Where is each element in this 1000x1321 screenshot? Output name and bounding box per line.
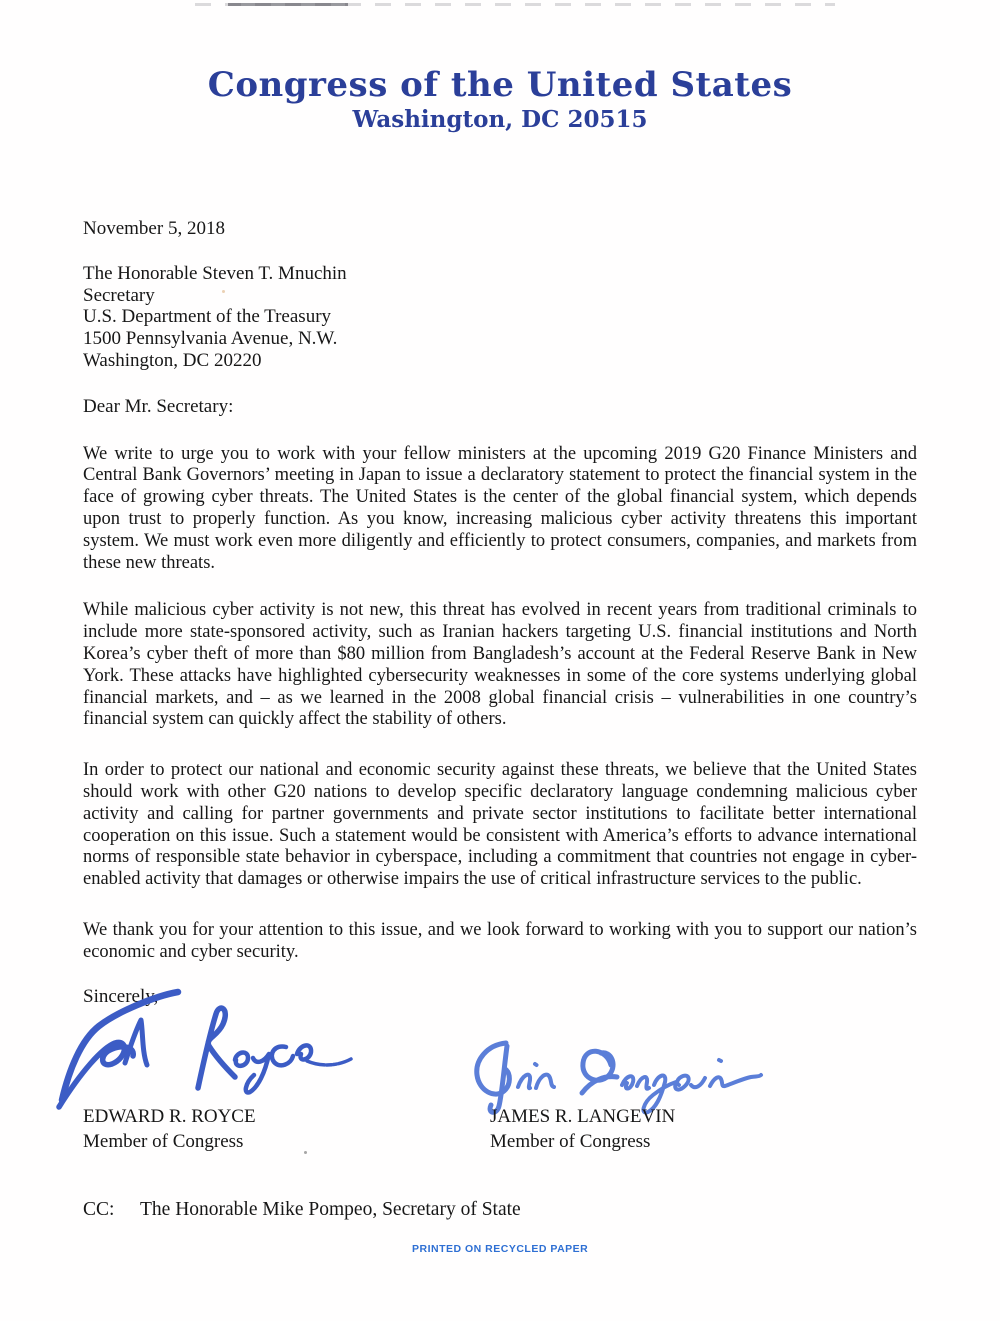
signer-langevin-name: JAMES R. LANGEVIN	[490, 1106, 676, 1128]
cc-recipient: The Honorable Mike Pompeo, Secretary of State	[140, 1199, 521, 1221]
cc-line	[83, 1199, 917, 1221]
letterhead	[0, 0, 1000, 132]
signer-royce-name: EDWARD R. ROYCE	[83, 1106, 256, 1128]
signature-block	[83, 1007, 917, 1153]
signer-langevin	[490, 1104, 675, 1154]
letterhead-title: Congress of the United States	[207, 65, 793, 105]
signer-royce-title: Member of Congress	[83, 1131, 244, 1153]
scan-speck	[222, 290, 225, 293]
paragraph-3: In order to protect our national and economic security against these threats, we believe that the United States should work with other G20 nations to develop specific declaratory language condemning malicious cyber activity and calling for partner governments and private sector institutions to facilitate better international cooperation on this issue. Such a statement would be consistent with America’s efforts to advance international norms of responsible state behavior in cyberspace, including a commitment that countries not engage in cyber-enabled activity that damages or otherwise impairs the use of critical infrastructure services to the public.	[83, 760, 917, 890]
signer-langevin-title: Member of Congress	[490, 1131, 651, 1153]
letterhead-address: Washington, DC 20515	[352, 106, 648, 133]
royce-signature-ink	[55, 986, 355, 1111]
paragraph-4: We thank you for your attention to this issue, and we look forward to working with you to support our nation’s economic and cyber security.	[83, 919, 917, 962]
paragraph-2: While malicious cyber activity is not new, this threat has evolved in recent years from traditional criminals to include more state-sponsored activity, such as Iranian hackers targeting U.S. financial institutions and North Korea’s cyber theft of more than $80 million from Bangladesh’s account at the Federal Reserve Bank in New York. These attacks have highlighted cybersecurity weaknesses in some of the core systems underlying global financial markets, and – as we learned in the 2008 global financial crisis – vulnerabilities in one country’s financial system can quickly affect the stability of others.	[83, 600, 917, 730]
paragraph-1: We write to urge you to work with your fellow ministers at the upcoming 2019 G20 Finance Ministers and Central Bank Governors’ meeting in Japan to issue a declaratory statement to protect the financial system in the face of growing cyber threats. The United States is the center of the global financial system, which depends upon trust to properly function. As you know, increasing malicious cyber activity threatens this important system. We must work even more diligently and efficiently to protect consumers, companies, and markets from these new threats.	[83, 443, 917, 573]
letter-date: November 5, 2018	[83, 218, 225, 239]
letter-body	[0, 218, 1000, 1221]
recipient-title: Secretary	[83, 284, 155, 306]
recipient-org: U.S. Department of the Treasury	[83, 306, 332, 328]
signer-royce	[83, 1104, 256, 1154]
salutation: Dear Mr. Secretary:	[83, 395, 234, 417]
recipient-name: The Honorable Steven T. Mnuchin	[83, 262, 347, 284]
recipient-street: 1500 Pennsylvania Avenue, N.W.	[83, 328, 338, 350]
recipient-city: Washington, DC 20220	[83, 349, 262, 371]
cc-label: CC:	[83, 1199, 115, 1221]
scan-artifact-dark	[228, 3, 348, 6]
closing: Sincerely,	[83, 985, 159, 1007]
recipient-address	[83, 263, 917, 372]
recycled-paper-note: PRINTED ON RECYCLED PAPER	[412, 1243, 589, 1255]
